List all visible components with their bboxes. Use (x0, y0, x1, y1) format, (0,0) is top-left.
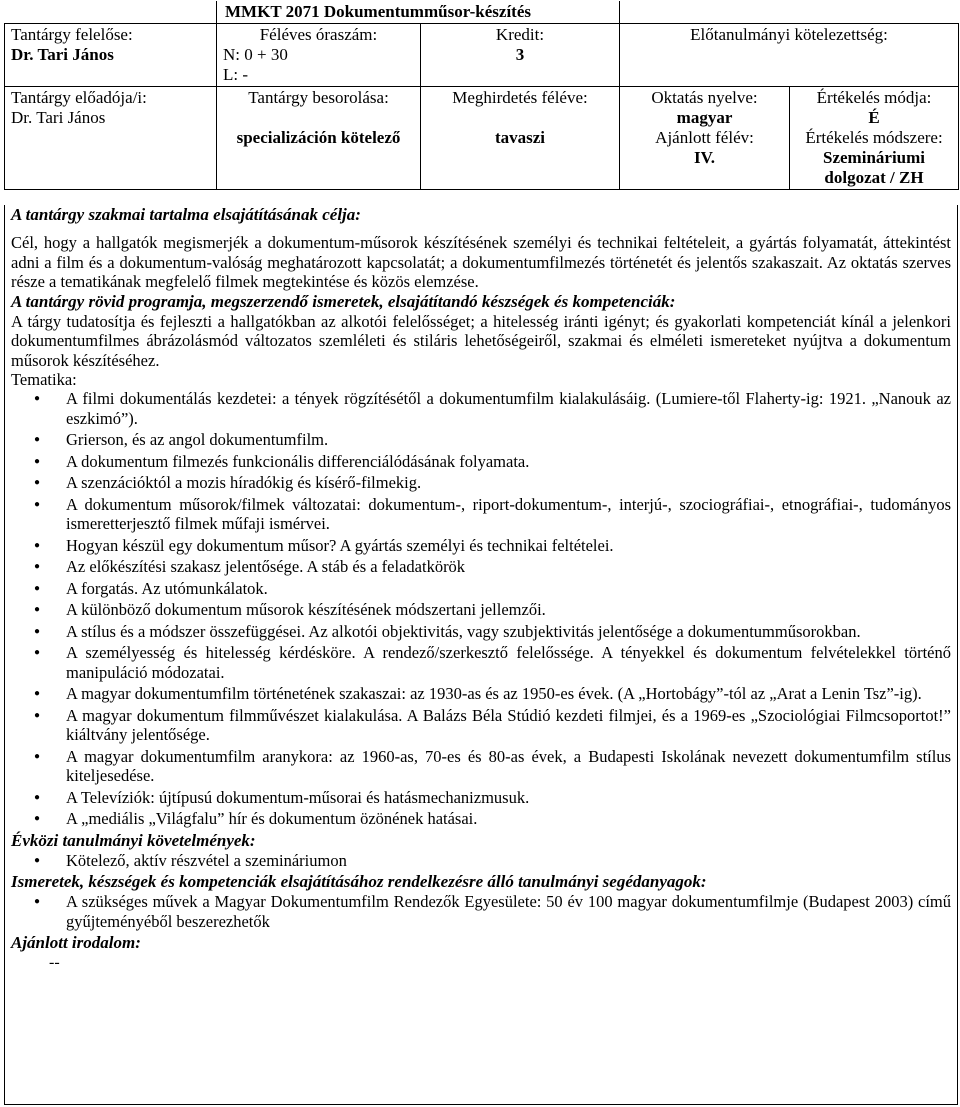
list-item: ● A szenzációktól a mozis híradókig és kísérő-filmekig. (66, 473, 951, 493)
assess-mode-value: É (868, 108, 880, 127)
classification-value: specializáción kötelező (236, 128, 401, 147)
list-item: ● A filmi dokumentálás kezdetei: a tények rögzítésétől a dokumentumfilm kialakulásáig. (Lumiere-től Flaherty-ig: 1921. „Nanouk az eszkimó”). (66, 389, 951, 428)
list-item: ● Grierson, és az angol dokumentumfilm. (66, 430, 951, 450)
list-item: ● A szükséges művek a Magyar Dokumentumfilm Rendezők Egyesülete: 50 év 100 magyar dokumentumfilmje (Budapest 2003) című gyűjteményéből beszerezhetők (66, 892, 951, 931)
responsible-cell (5, 24, 217, 87)
assess-method-label: Értékelés módszere: (805, 128, 943, 147)
goal-text (11, 233, 951, 292)
hours-cell (217, 24, 421, 87)
tematika-label: Tematika: (11, 370, 77, 389)
requirements-heading: Évközi tanulmányi követelmények: (11, 830, 256, 850)
list-item: ● A magyar dokumentumfilm aranykora: az 1960-as, 70-es és 80-as évek, a Budapesti Iskolának nevezett dokumentumfilm stílus kiteljesedése. (66, 747, 951, 786)
prereq-cell (620, 24, 959, 87)
hours-label: Féléves óraszám: (259, 25, 378, 44)
classification-label: Tantárgy besorolása: (248, 88, 389, 107)
goal-heading: A tantárgy szakmai tartalma elsajátításának célja: (11, 205, 361, 224)
course-header-table (4, 1, 959, 190)
list-item: ● Hogyan készül egy dokumentum műsor? A gyártás személyi és technikai feltételei. (66, 536, 951, 556)
assess-mode-label: Értékelés módja: (816, 88, 932, 107)
language-label: Oktatás nyelve: (651, 88, 758, 107)
assess-method-value: Szemináriumi dolgozat / ZH (823, 148, 926, 187)
list-item: ● A forgatás. Az utómunkálatok. (66, 579, 951, 599)
list-item: ● A magyar dokumentum filmművészet kialakulása. A Balázs Béla Stúdió kezdeti filmjei, és a 1969-es „Szociológiai Filmcsoportot!” kiáltvány jelentősége. (66, 706, 951, 745)
credit-cell (421, 24, 620, 87)
goal-text-extra: Az oktatás szerves része a tematikának megfelelő filmek megtekintése és közös elemzése. (11, 252, 952, 291)
materials-heading: Ismeretek, készségek és kompetenciák elsajátításához rendelkezésre álló tanulmányi segédanyagok: (11, 872, 707, 891)
recommended-label: Ajánlott félév: (655, 128, 754, 147)
list-item: ● Kötelező, aktív részvétel a szemináriumon (66, 851, 951, 871)
literature-heading: Ajánlott irodalom: (11, 933, 141, 952)
assessment-cell (790, 87, 959, 190)
list-item: ● Az előkészítési szakasz jelentősége. A stáb és a feladatkörök (66, 557, 951, 577)
semester-value: tavaszi (494, 128, 546, 147)
requirements-list (11, 851, 951, 871)
goal-text-main: Cél, hogy a hallgatók megismerjék a dokumentum-műsorok készítésének személyi és technikai feltételeit, a gyártás folyamatát, áttekintést adni a film és a dokumentum-valóság meghatározott kapcsolatát; a dokumentumfilmezés történetét és jelentős szakaszait. (11, 233, 951, 272)
language-cell (620, 87, 790, 190)
credit-value: 3 (515, 45, 525, 64)
lecturer-name: Dr. Tari János (11, 108, 106, 127)
hours-n: N: 0 + 30 (223, 45, 288, 64)
list-item: ● A különböző dokumentum műsorok készítésének módszertani jellemzői. (66, 600, 951, 620)
materials-list (11, 892, 951, 931)
language-value: magyar (676, 108, 733, 127)
prereq-label: Előtanulmányi kötelezettség: (690, 25, 888, 44)
list-item: ● A dokumentum műsorok/filmek változatai: dokumentum-, riport-dokumentum-, interjú-, szociográfiai-, etnográfiai-, tudományos ismeretterjesztő filmek műfaji ismérvei. (66, 495, 951, 534)
list-item: ● A személyesség és hitelesség kérdésköre. A rendező/szerkesztő felelőssége. A tényekkel és dokumentum felvételekkel történő manipuláció módozatai. (66, 643, 951, 682)
course-content (4, 205, 958, 1105)
list-item: ● A Televíziók: újtípusú dokumentum-műsorai és hatásmechanizmusuk. (66, 788, 951, 808)
list-item: ● A stílus és a módszer összefüggései. Az alkotói objektivitás, vagy szubjektivitás jelentősége a dokumentumműsorokban. (66, 622, 951, 642)
program-text: A tárgy tudatosítja és fejleszti a hallgatókban az alkotói felelősséget; a hitelesség iránti igényt; és gyakorlati kompetenciát kínál a jelenkori dokumentumfilmes ábrázolásmód változatos szemléleti és stiláris lehetőségeiről, szakmai és elméleti ismereteket nyújtva a dokumentum műsorok készítéséhez. (11, 311, 951, 370)
hours-l: L: - (223, 65, 249, 84)
semester-cell (421, 87, 620, 190)
program-heading: A tantárgy rövid programja, megszerzendő ismeretek, elsajátítandó készségek és kompetenciák: (11, 291, 676, 311)
recommended-value: IV. (694, 148, 715, 167)
semester-label: Meghirdetés féléve: (452, 88, 588, 107)
lecturer-label: Tantárgy előadója/i: (11, 88, 147, 107)
responsible-name: Dr. Tari János (11, 45, 114, 64)
list-item: ● A magyar dokumentumfilm történetének szakaszai: az 1930-as és az 1950-es évek. (A „Hortobágy”-tól az „Arat a Lenin Tsz”-ig). (66, 684, 951, 704)
classification-cell (217, 87, 421, 190)
lecturer-cell (5, 87, 217, 190)
topics-list (11, 389, 951, 829)
credit-label: Kredit: (495, 25, 545, 44)
literature-value: -- (49, 954, 60, 971)
responsible-label: Tantárgy felelőse: (11, 25, 133, 44)
list-item: ● A dokumentum filmezés funkcionális differenciálódásának folyamata. (66, 452, 951, 472)
course-title: MMKT 2071 Dokumentumműsor-készítés (217, 1, 620, 24)
list-item: ● A „mediális „Világfalu” hír és dokumentum özönének hatásai. (66, 809, 951, 829)
